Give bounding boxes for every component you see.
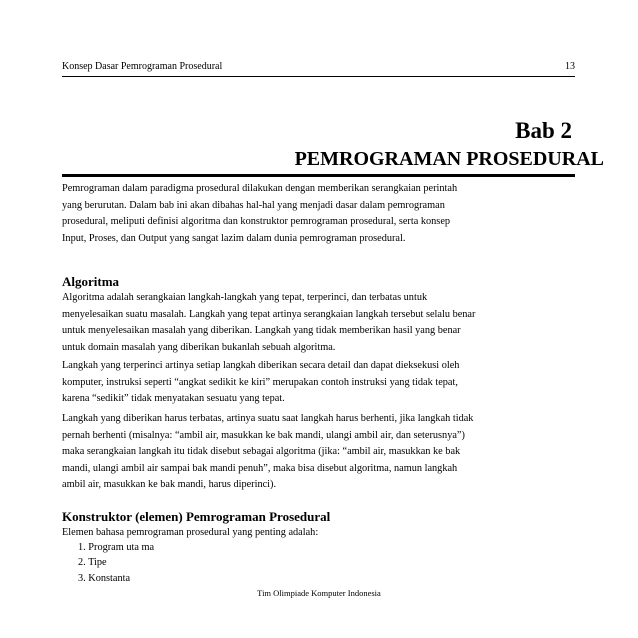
running-header-title: Konsep Dasar Pemrograman Prosedural — [62, 61, 223, 72]
algoritma-paragraph-3 — [62, 411, 532, 494]
paragraph-line: Algoritma adalah serangkaian langkah-langkah yang tepat, terperinci, dan terbatas untuk — [62, 292, 428, 303]
element-list — [78, 540, 154, 586]
paragraph-line: pernah berhenti (misalnya: “ambil air, masukkan ke bak mandi, ulangi ambil air, dan seterusnya”) — [62, 429, 465, 441]
paragraph-line: untuk menyelesaikan masalah yang diberikan. Langkah yang tidak memberikan hasil yang benar — [62, 325, 461, 337]
header-rule — [62, 76, 575, 77]
paragraph-line: karena “sedikit” tidak menyatakan sesuatu yang tepat. — [62, 393, 285, 405]
paragraph-line: Langkah yang terperinci artinya setiap langkah diberikan secara detail dan dapat dieksekusi oleh — [62, 360, 460, 371]
paragraph-line: untuk domain masalah yang diberikan bukanlah sebuah algoritma. — [62, 341, 336, 353]
intro-line: prosedural, meliputi definisi algoritma dan konstruktor pemrograman prosedural, serta konsep — [62, 216, 451, 228]
page-footer: Tim Olimpiade Komputer Indonesia — [257, 588, 381, 598]
intro-line: Input, Proses, dan Output yang sangat lazim dalam dunia pemrograman prosedural. — [62, 232, 406, 244]
paragraph-line: menyelesaikan suatu masalah. Langkah yang tepat artinya serangkaian langkah tersebut selalu benar — [62, 308, 476, 320]
list-item: 2. Tipe — [78, 557, 107, 569]
paragraph-line: Elemen bahasa pemrograman prosedural yang penting adalah: — [62, 527, 319, 538]
page-number: 13 — [565, 61, 575, 72]
intro-line: Pemrograman dalam paradigma prosedural dilakukan dengan memberikan serangkaian perintah — [62, 183, 458, 194]
intro-paragraph — [62, 181, 532, 247]
paragraph-line: komputer, instruksi seperti “angkat sedikit ke kiri” merupakan contoh instruksi yang tidak tepat, — [62, 376, 458, 388]
algoritma-paragraph-2 — [62, 358, 532, 408]
list-item: 1. Program uta ma — [78, 542, 155, 553]
algoritma-paragraph-1 — [62, 290, 532, 356]
list-item: 3. Konstanta — [78, 572, 131, 584]
section-heading-algoritma: Algoritma — [62, 274, 120, 289]
paragraph-line: ambil air, masukkan ke bak mandi, harus diperinci). — [62, 479, 277, 491]
chapter-rule — [62, 174, 575, 177]
section-heading-konstruktor: Konstruktor (elemen) Pemrograman Prosedural — [62, 509, 331, 524]
chapter-number: Bab 2 — [515, 118, 572, 143]
chapter-title: PEMROGRAMAN PROSEDURAL — [294, 148, 604, 170]
paragraph-line: mandi, ulangi ambil air sampai bak mandi penuh”, maka bisa disebut algoritma, namun langkah — [62, 462, 458, 474]
paragraph-line: Langkah yang diberikan harus terbatas, artinya suatu saat langkah harus berhenti, jika langkah tidak — [62, 413, 474, 424]
paragraph-line: maka serangkaian langkah itu tidak disebut sebagai algoritma (jika: “ambil air, masukkan ke bak — [62, 446, 461, 458]
intro-line: yang berurutan. Dalam bab ini akan dibahas hal-hal yang menjadi dasar dalam pemrograman — [62, 199, 445, 211]
